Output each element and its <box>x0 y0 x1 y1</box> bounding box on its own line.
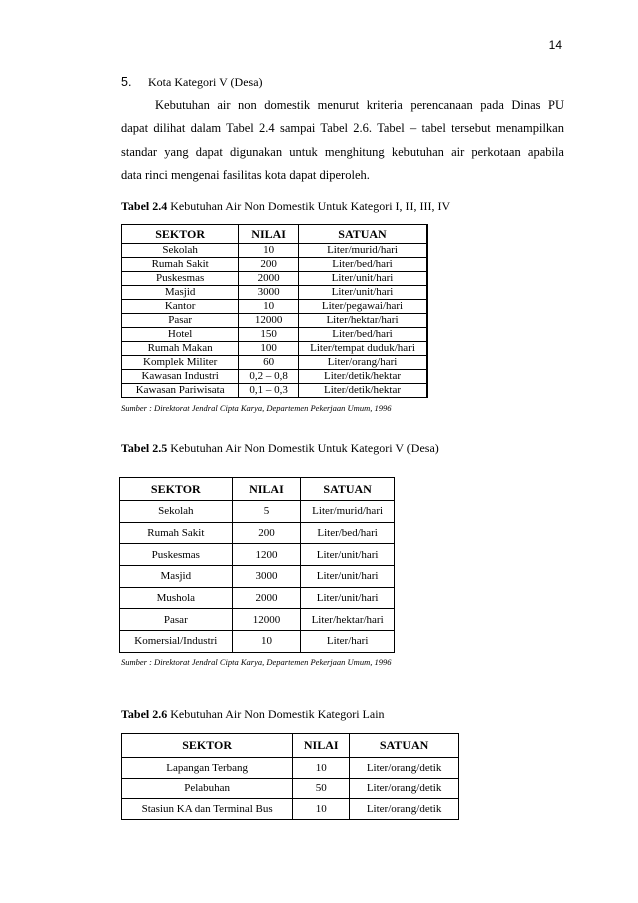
table2-cell-sektor: Rumah Sakit <box>120 522 233 544</box>
table1-row <box>122 272 428 286</box>
table2-cell-satuan: Liter/hari <box>301 631 395 653</box>
table3-cell-nilai: 50 <box>293 778 350 799</box>
table3-header-row <box>122 734 459 758</box>
table1-cell-sektor: Puskesmas <box>122 272 239 286</box>
table1-cell-sektor: Rumah Sakit <box>122 258 239 272</box>
table3-body <box>122 758 459 820</box>
table2 <box>119 477 395 653</box>
table3-cell-sektor: Stasiun KA dan Terminal Bus <box>122 799 293 820</box>
table3-header-satuan: SATUAN <box>350 734 459 758</box>
table1-header-nilai: NILAI <box>239 225 299 244</box>
table2-cell-nilai: 2000 <box>232 587 301 609</box>
table1-cell-satuan: Liter/tempat duduk/hari <box>299 342 428 356</box>
table1-header-sektor: SEKTOR <box>122 225 239 244</box>
table1-cell-nilai: 2000 <box>239 272 299 286</box>
table1-row <box>122 258 428 272</box>
table2-row <box>120 501 395 523</box>
table1-row <box>122 370 428 384</box>
table3-row <box>122 758 459 779</box>
table2-cell-sektor: Komersial/Industri <box>120 631 233 653</box>
table1-cell-nilai: 150 <box>239 328 299 342</box>
table3-cell-nilai: 10 <box>293 758 350 779</box>
table1 <box>121 224 428 398</box>
table1-cell-nilai: 200 <box>239 258 299 272</box>
section-title: Kota Kategori V (Desa) <box>148 75 263 89</box>
table2-row <box>120 609 395 631</box>
paragraph-line: dapat dilihat dalam Tabel 2.4 sampai Tabel 2.6. Tabel – tabel tersebut menampilkan <box>121 121 564 136</box>
table2-cell-sektor: Sekolah <box>120 501 233 523</box>
table1-caption <box>121 199 450 214</box>
table1-cell-satuan: Liter/hektar/hari <box>299 314 428 328</box>
paragraph-line: Kebutuhan air non domestik menurut kriteria perencanaan pada Dinas PU <box>155 98 564 112</box>
table1-cell-sektor: Pasar <box>122 314 239 328</box>
table1-cell-sektor: Kawasan Pariwisata <box>122 384 239 398</box>
table1-row <box>122 356 428 370</box>
table2-cell-nilai: 5 <box>232 501 301 523</box>
table2-cell-satuan: Liter/unit/hari <box>301 566 395 588</box>
table1-cell-nilai: 0,1 – 0,3 <box>239 384 299 398</box>
table2-caption <box>121 441 439 456</box>
table2-cell-sektor: Puskesmas <box>120 544 233 566</box>
table2-header-satuan: SATUAN <box>301 478 395 501</box>
table1-cell-satuan: Liter/unit/hari <box>299 286 428 300</box>
table1-cell-sektor: Hotel <box>122 328 239 342</box>
table1-row <box>122 244 428 258</box>
table1-cell-nilai: 60 <box>239 356 299 370</box>
table1-cell-sektor: Sekolah <box>122 244 239 258</box>
table2-row <box>120 522 395 544</box>
table1-cell-nilai: 100 <box>239 342 299 356</box>
table1-row <box>122 384 428 398</box>
table2-cell-satuan: Liter/unit/hari <box>301 587 395 609</box>
table3-cell-satuan: Liter/orang/detik <box>350 799 459 820</box>
table2-cell-satuan: Liter/murid/hari <box>301 501 395 523</box>
table2-cell-nilai: 1200 <box>232 544 301 566</box>
table2-cell-nilai: 10 <box>232 631 301 653</box>
table2-title: Kebutuhan Air Non Domestik Untuk Kategori V (Desa) <box>170 441 439 455</box>
table2-header-row <box>120 478 395 501</box>
table2-row <box>120 631 395 653</box>
table2-label: Tabel 2.5 <box>121 441 168 455</box>
table3-caption <box>121 707 385 722</box>
table1-header-satuan: SATUAN <box>299 225 428 244</box>
table3-row <box>122 799 459 820</box>
table1-cell-nilai: 10 <box>239 300 299 314</box>
body-paragraph <box>121 94 564 187</box>
table2-cell-nilai: 12000 <box>232 609 301 631</box>
table2-cell-nilai: 200 <box>232 522 301 544</box>
table1-cell-nilai: 0,2 – 0,8 <box>239 370 299 384</box>
table1-row <box>122 314 428 328</box>
table2-header-sektor: SEKTOR <box>120 478 233 501</box>
table1-cell-nilai: 10 <box>239 244 299 258</box>
table3-cell-sektor: Pelabuhan <box>122 778 293 799</box>
table2-header-nilai: NILAI <box>232 478 301 501</box>
table1-row <box>122 342 428 356</box>
table2-cell-sektor: Pasar <box>120 609 233 631</box>
table3 <box>121 733 459 820</box>
table1-header-row <box>122 225 428 244</box>
table1-row <box>122 300 428 314</box>
table1-cell-satuan: Liter/orang/hari <box>299 356 428 370</box>
table1-label: Tabel 2.4 <box>121 199 168 213</box>
table1-cell-satuan: Liter/detik/hektar <box>299 384 428 398</box>
table2-cell-satuan: Liter/hektar/hari <box>301 609 395 631</box>
table1-cell-sektor: Masjid <box>122 286 239 300</box>
table3-header-nilai: NILAI <box>293 734 350 758</box>
table3-header-sektor: SEKTOR <box>122 734 293 758</box>
table3-cell-satuan: Liter/orang/detik <box>350 758 459 779</box>
paragraph-line: standar yang dapat digunakan untuk menghitung kebutuhan air perkotaan apabila <box>121 144 564 159</box>
section-heading <box>121 75 263 90</box>
table3-cell-satuan: Liter/orang/detik <box>350 778 459 799</box>
table1-cell-nilai: 3000 <box>239 286 299 300</box>
table1-cell-satuan: Liter/murid/hari <box>299 244 428 258</box>
table3-cell-nilai: 10 <box>293 799 350 820</box>
page-number: 14 <box>548 38 562 52</box>
table1-cell-satuan: Liter/unit/hari <box>299 272 428 286</box>
table1-row <box>122 286 428 300</box>
table1-source: Sumber : Direktorat Jendral Cipta Karya, Departemen Pekerjaan Umum, 1996 <box>121 403 392 413</box>
table1-cell-sektor: Kawasan Industri <box>122 370 239 384</box>
table2-cell-nilai: 3000 <box>232 566 301 588</box>
table2-cell-satuan: Liter/bed/hari <box>301 522 395 544</box>
table3-title: Kebutuhan Air Non Domestik Kategori Lain <box>170 707 385 721</box>
table1-cell-satuan: Liter/bed/hari <box>299 258 428 272</box>
table1-cell-satuan: Liter/detik/hektar <box>299 370 428 384</box>
table2-body <box>120 501 395 653</box>
table2-row <box>120 566 395 588</box>
table1-cell-satuan: Liter/pegawai/hari <box>299 300 428 314</box>
table2-cell-sektor: Mushola <box>120 587 233 609</box>
table2-source: Sumber : Direktorat Jendral Cipta Karya, Departemen Pekerjaan Umum, 1996 <box>121 657 392 667</box>
table1-title: Kebutuhan Air Non Domestik Untuk Kategori I, II, III, IV <box>170 199 451 213</box>
table2-row <box>120 587 395 609</box>
table1-body <box>122 244 428 398</box>
paragraph-line: data rinci mengenai fasilitas kota dapat diperoleh. <box>121 167 370 182</box>
table1-cell-sektor: Komplek Militer <box>122 356 239 370</box>
table1-cell-sektor: Kantor <box>122 300 239 314</box>
section-number: 5. <box>121 75 132 89</box>
table1-cell-satuan: Liter/bed/hari <box>299 328 428 342</box>
table1-cell-sektor: Rumah Makan <box>122 342 239 356</box>
table3-label: Tabel 2.6 <box>121 707 168 721</box>
table1-cell-nilai: 12000 <box>239 314 299 328</box>
table1-row <box>122 328 428 342</box>
table3-row <box>122 778 459 799</box>
table2-row <box>120 544 395 566</box>
table2-cell-satuan: Liter/unit/hari <box>301 544 395 566</box>
table3-cell-sektor: Lapangan Terbang <box>122 758 293 779</box>
table2-cell-sektor: Masjid <box>120 566 233 588</box>
